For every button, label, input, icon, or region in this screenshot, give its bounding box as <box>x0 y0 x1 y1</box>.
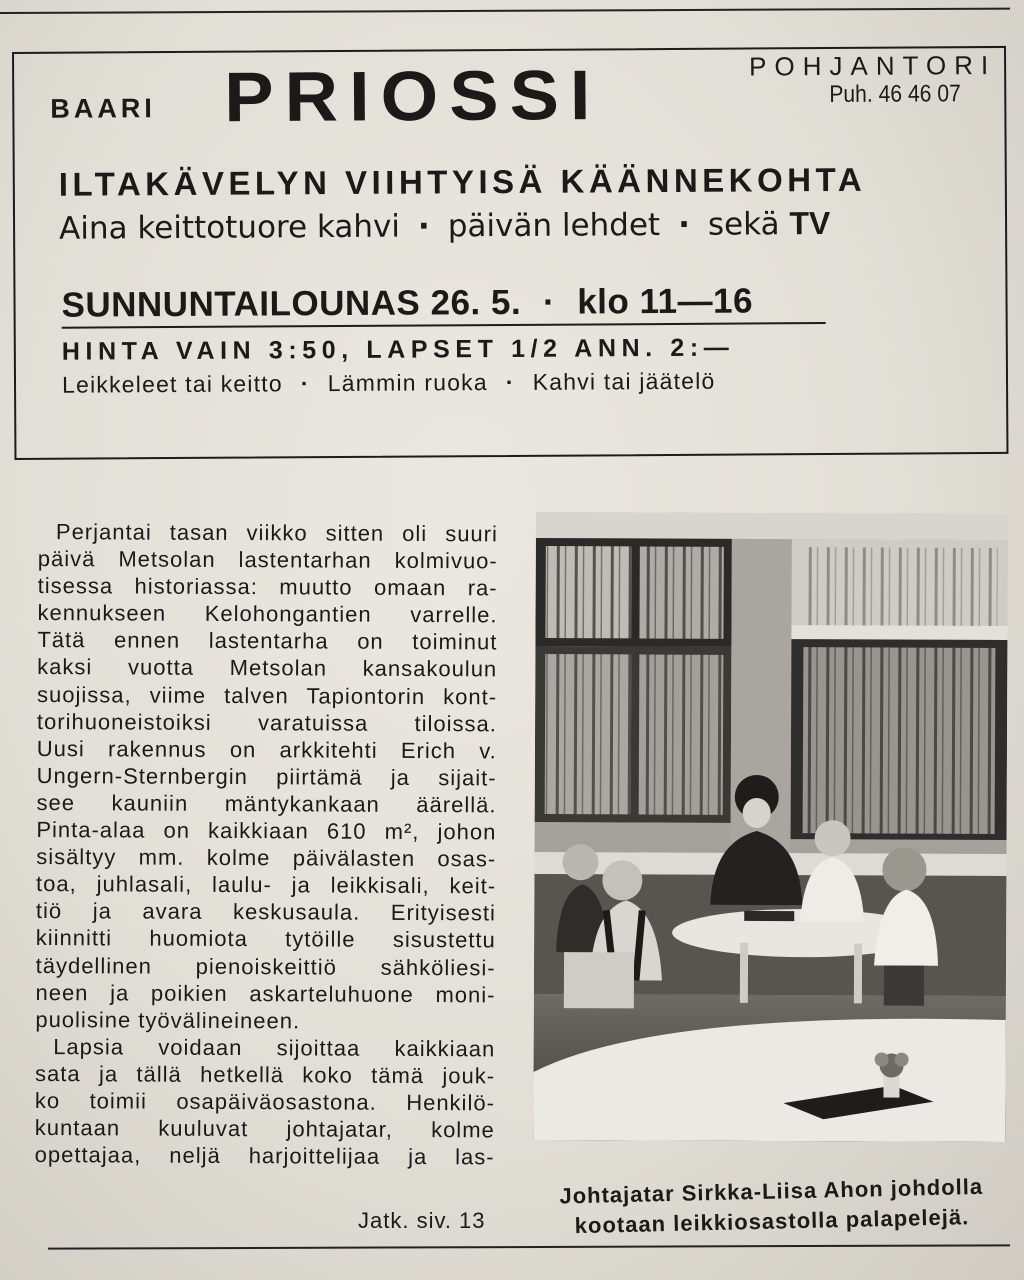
article-line: Uusi rakennus on arkkitehti Erich v. <box>36 735 497 764</box>
ad-menu-cold: Leikkeleet tai keitto <box>61 370 283 398</box>
ad-location: POHJANTORI <box>749 49 997 82</box>
teacher-face <box>743 798 771 828</box>
ad-lunch-title: SUNNUNTAILOUNAS 26. 5. <box>61 282 522 325</box>
window-sill <box>791 625 1007 640</box>
girl-legs <box>884 966 924 1006</box>
ad-menu-dessert: Kahvi tai jäätelö <box>532 367 716 395</box>
article-line: kuntaan kuuluvat johtajatar, kolme <box>34 1115 495 1143</box>
article-line: puolisine työvälineineen. <box>35 1006 301 1034</box>
photo-caption <box>537 1171 1006 1242</box>
article-line: ko toimii osapäiväosastona. Henkilö- <box>34 1087 496 1116</box>
ad-menu-warm: Lämmin ruoka <box>327 369 488 397</box>
top-rule <box>0 8 1010 14</box>
article-line: neen ja poikien askarteluhuone moni- <box>35 979 496 1007</box>
article-line: tisessa historiassa: muutto omaan ra- <box>37 573 498 601</box>
window-pane <box>803 647 996 834</box>
article-line: Ungern-Sternbergin piirtämä ja sijait- <box>36 762 497 791</box>
ad-slogan: ILTAKÄVELYN VIIHTYISÄ KÄÄNNEKOHTA <box>58 160 867 203</box>
window-pane <box>801 547 997 632</box>
girl-hair <box>882 848 926 892</box>
article-line: kaksi vuotta Metsolan kansakoulun <box>37 654 498 682</box>
ad-price-line: HINTA VAIN 3:50, LAPSET 1/2 ANN. 2:— <box>61 333 735 366</box>
caption-line: Johtajatar Sirkka-Liisa Ahon johdolla <box>559 1173 984 1209</box>
caption-line: kootaan leikkiosastolla palapelejä. <box>574 1204 970 1239</box>
article-line: opettajaa, neljä harjoittelijaa ja las- <box>34 1142 495 1170</box>
ceiling <box>536 512 1008 540</box>
article-line: torihuoneistoiksi varatuissa tiloissa. <box>36 708 497 737</box>
article-line: sata ja tällä hetkellä koko tämä jouk- <box>35 1060 496 1089</box>
ad-bar-name: PRIOSSI <box>224 55 602 137</box>
flowers <box>895 1053 909 1067</box>
chair <box>564 952 634 1008</box>
ad-phone: Puh. 46 46 07 <box>829 80 961 109</box>
ad-offers-line <box>59 205 830 247</box>
separator-dot: · <box>300 370 310 397</box>
boy-head <box>562 844 598 880</box>
separator-dot: · <box>678 206 691 243</box>
ad-offer-papers: päivän lehdet <box>447 207 661 245</box>
bottom-rule <box>48 1244 1010 1249</box>
separator-dot: · <box>542 282 556 322</box>
window-pane <box>639 546 723 638</box>
article-line: päivä Metsolan lastentarhan kolmivuo- <box>37 546 498 574</box>
article-line: Tätä ennen lastentarha on toiminut <box>37 627 498 655</box>
table-leg <box>854 943 862 1003</box>
ad-offer-tv-prefix: sekä <box>707 206 780 243</box>
article-line: sisältyy mm. kolme päivälasten osas- <box>36 844 497 872</box>
continued-on-page: Jatk. siv. 13 <box>358 1208 486 1233</box>
ad-offer-tv: TV <box>789 205 831 242</box>
puzzle-pieces <box>744 911 794 921</box>
ad-lunch-line <box>61 281 753 325</box>
separator-dot: · <box>505 368 515 395</box>
article-line: see kauniin mäntykankaan äärellä. <box>36 789 497 818</box>
ad-offer-coffee: Aina keittotuore kahvi <box>58 208 401 247</box>
article-line: Pinta-alaa on kaikkiaan 610 m², johon <box>36 817 497 845</box>
article-line: suojissa, viime talven Tapiontorin kont- <box>37 681 498 709</box>
advertisement-box <box>12 46 1008 460</box>
separator-dot: · <box>417 208 430 245</box>
kindergarten-photo <box>533 512 1008 1142</box>
article-line: tiö ja avara keskusaula. Erityisesti <box>35 898 497 926</box>
ad-lunch-hours: klo 11—16 <box>577 281 754 322</box>
child-head <box>815 820 851 856</box>
article-line: Lapsia voidaan sijoittaa kaikkiaan <box>53 1033 496 1062</box>
ad-menu-line <box>62 368 716 399</box>
table-leg <box>740 943 748 1003</box>
article-line: kiinnitti huomiota tytöille sisustettu <box>35 925 496 953</box>
flowers <box>875 1052 889 1066</box>
article-body <box>35 518 498 1171</box>
window-pane <box>545 654 632 814</box>
window-pane <box>639 654 724 814</box>
article-line: täydellinen pienoiskeittiö sähköliesi- <box>35 952 496 980</box>
ad-baari-label: BAARI <box>50 93 156 124</box>
boy-head <box>602 860 642 900</box>
window-pane <box>545 546 631 638</box>
article-line: toa, juhlasali, laulu- ja leikkisali, keit- <box>36 871 497 899</box>
article-line: Perjantai tasan viikko sitten oli suuri <box>55 519 498 547</box>
article-line: kennukseen Kelohongantien varrelle. <box>37 600 498 628</box>
